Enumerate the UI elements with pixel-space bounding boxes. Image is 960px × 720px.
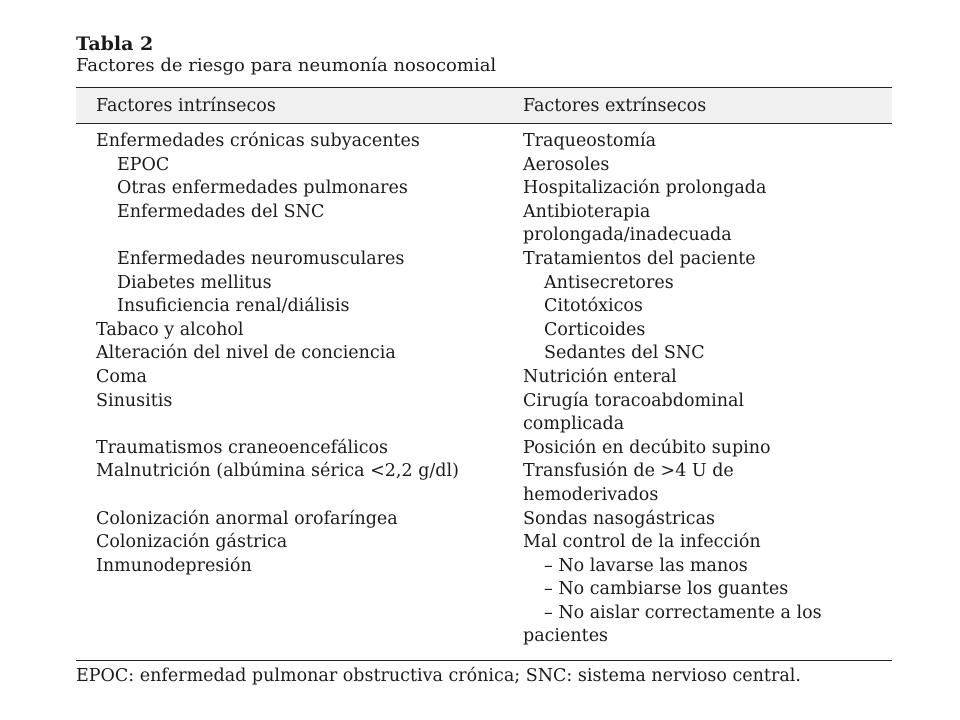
extrinsic-item: Nutrición enteral: [523, 366, 677, 387]
extrinsic-item: Sedantes del SNC: [544, 343, 705, 364]
table-header-row: [76, 87, 892, 124]
extrinsic-item: Tratamientos del paciente: [523, 248, 756, 269]
intrinsic-spacer: [96, 484, 516, 508]
extrinsic-item: pacientes: [523, 626, 609, 647]
intrinsic-column: [96, 130, 516, 578]
intrinsic-item: Inmunodepresión: [96, 555, 252, 576]
header-extrinsic: Factores extrínsecos: [523, 96, 707, 116]
extrinsic-item: Posición en decúbito supino: [523, 437, 771, 458]
extrinsic-item: Traqueostomía: [523, 131, 657, 151]
intrinsic-item: Colonización gástrica: [96, 532, 288, 553]
extrinsic-item: complicada: [523, 414, 625, 435]
extrinsic-item: Transfusión de >4 U de: [523, 461, 734, 482]
intrinsic-item: Malnutrición (albúmina sérica <2,2 g/dl): [96, 461, 459, 482]
extrinsic-item: Antibioterapia: [523, 201, 651, 222]
extrinsic-item: Cirugía toracoabdominal: [523, 390, 744, 411]
table-caption-label: Tabla 2: [76, 33, 154, 55]
intrinsic-item: Colonización anormal orofaríngea: [96, 508, 398, 529]
extrinsic-item: Citotóxicos: [544, 296, 643, 317]
extrinsic-item: hemoderivados: [523, 484, 659, 505]
risk-factors-table: [76, 87, 892, 661]
extrinsic-item: – No cambiarse los guantes: [544, 579, 789, 600]
intrinsic-item: Diabetes mellitus: [117, 272, 272, 293]
extrinsic-item: – No aislar correctamente a los: [544, 602, 822, 623]
extrinsic-item: Corticoides: [544, 319, 646, 340]
intrinsic-item: Traumatismos craneoencefálicos: [96, 437, 389, 458]
intrinsic-item: Tabaco y alcohol: [96, 319, 244, 340]
intrinsic-item: Otras enfermedades pulmonares: [117, 178, 408, 199]
extrinsic-item: Hospitalización prolongada: [523, 178, 767, 199]
intrinsic-spacer: [96, 224, 516, 248]
intrinsic-spacer: [96, 413, 516, 437]
intrinsic-item: Enfermedades crónicas subyacentes: [96, 131, 420, 151]
intrinsic-item: Enfermedades del SNC: [117, 201, 325, 222]
extrinsic-item: Antisecretores: [544, 272, 674, 293]
intrinsic-item: EPOC: [117, 154, 170, 175]
extrinsic-item: Aerosoles: [523, 154, 610, 175]
extrinsic-item: Mal control de la infección: [523, 532, 761, 553]
intrinsic-item: Alteración del nivel de conciencia: [96, 343, 396, 364]
extrinsic-item: Sondas nasogástricas: [523, 508, 716, 529]
table-footnote: EPOC: enfermedad pulmonar obstructiva crónica; SNC: sistema nervioso central.: [76, 666, 801, 686]
intrinsic-item: Enfermedades neuromusculares: [117, 248, 405, 269]
header-intrinsic: Factores intrínsecos: [96, 96, 276, 116]
intrinsic-item: Coma: [96, 366, 147, 387]
extrinsic-column: [523, 130, 883, 649]
table-bottom-rule: [76, 660, 892, 661]
table-caption-title: Factores de riesgo para neumonía nosocomial: [76, 55, 497, 76]
intrinsic-item: Sinusitis: [96, 390, 173, 411]
extrinsic-item: prolongada/inadecuada: [523, 225, 732, 246]
intrinsic-item: Insuficiencia renal/diálisis: [117, 296, 350, 317]
extrinsic-item: – No lavarse las manos: [544, 555, 748, 576]
